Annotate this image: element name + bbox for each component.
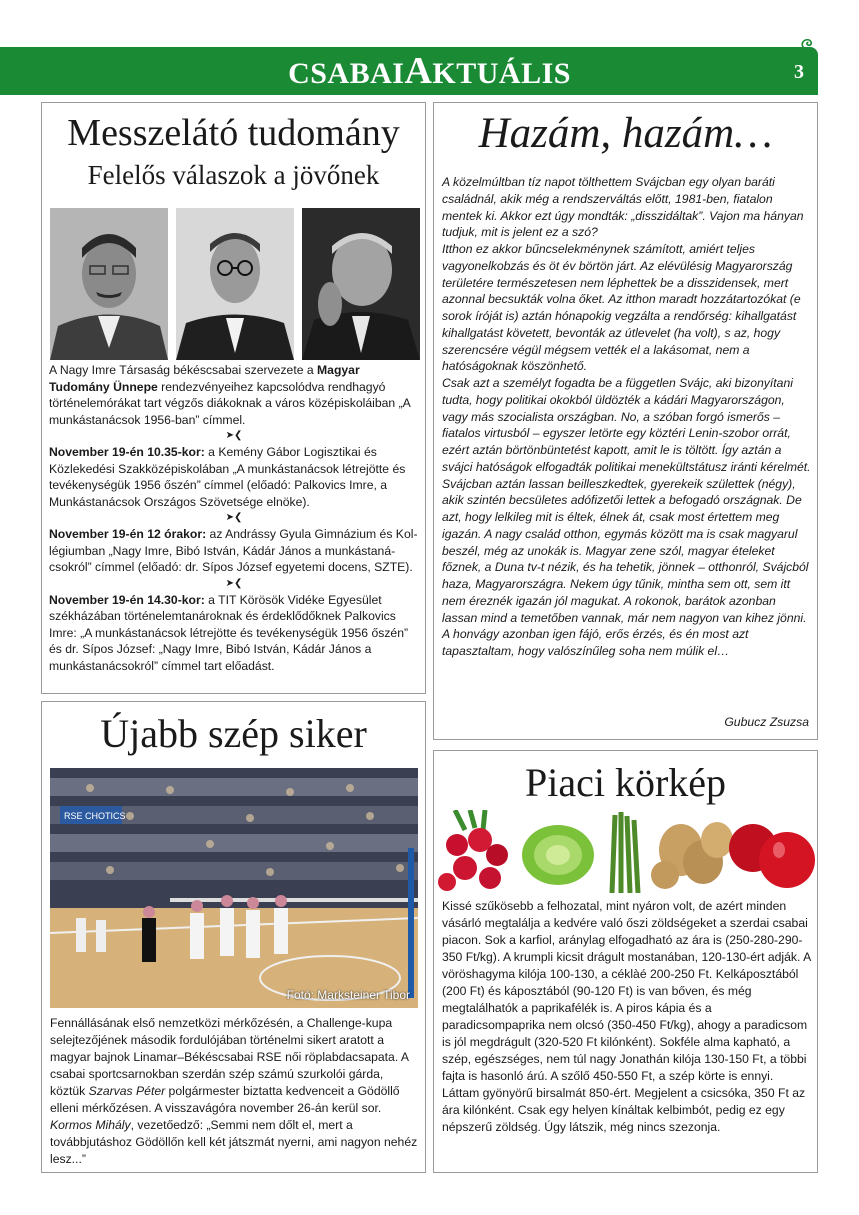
vegetables-photo — [435, 810, 816, 893]
paragraph: Csak azt a személyt fogadta be a független Svájc, aki bizonyítani tudta, hogy politikai okokból üldözték a kádári Magyarországon, vagy más szocialista országban. No, a szóban forgó ismerős – fiatalos virtusból – egyszer letörte egy köztéri Lenin-szobor orrát, ezért aztán börtönbüntetést kapott, amit le is töltött. Így aztán a svájci hatóságok elfogadták politikai menekültstátusz iránti kérelmét. — [442, 376, 811, 474]
article-volleyball — [41, 701, 426, 1173]
separator-ornament-icon: ➤❮ — [225, 430, 243, 441]
paragraph: Itthon ez akkor bűncselekménynek számított, amiért teljes vagyonelkobzás és öt év börtön járt. Az elévülésig Magyarország területére természetesen nem léphettek be a disszidensek, mert azonnal becsukták volna őket. Az itthon maradt hozzátartozókat (e sorok íróját is) aztán hónapokig vegzálta a rendőrség: kihallgatást kihallgatást követett, bevonták az útlevelet (ha volt), s az, hogy szerencsére végül mégsem vették el a lakásomat, nem a hatóságoknak köszönhető. — [442, 242, 801, 374]
paragraph: Fennállásának első nemzetközi mérkőzésén, a Challenge-kupa selejtezőjének második fordulójában történelmi sikert aratott a magyar bajnok Linamar–Békéscsabai RSE női röplabdacsapata. A csabai sportcsarnokban szerdán szép számú szurkolói gárda, köztük Szarvas Péter polgármester biztatta kedvenceit a Gödöllő elleni mérkőzésen. A visszavágóra november 26-án kerül sor. Kormos Mihály, vezetőedző: „Semmi nem dőlt el, mert a továbbjutáshoz Gödöllőn kell két játszmát nyerni, ami nagyon nehéz lesz...” — [50, 1016, 418, 1166]
article-body — [442, 898, 811, 1136]
article-body — [442, 174, 811, 660]
article-body — [49, 362, 419, 674]
author-signature: Gubucz Zsuzsa — [724, 715, 809, 729]
separator-ornament-icon: ➤❮ — [225, 512, 243, 523]
article-title: Újabb szép siker — [100, 711, 367, 756]
portrait-photo-3 — [302, 208, 420, 360]
article-intro: A Nagy Imre Társaság békéscsabai szervezete a Magyar Tudomány Ünnepe rendezvényeihez kapcsolódva rendhagyó történelemórákat tart végzős diákoknak a város középiskoláiban „A munkástanácsok 1956-ban” címmel. — [49, 363, 411, 427]
portrait-photo-1 — [50, 208, 168, 360]
event-item: November 19-én 14.30-kor: a TIT Körösök Vidéke Egyesület székházában történelemtanároknak és érdeklődőknek Palkovics Imre: „A munkástanácsok létrejötte és tevékenységük 1956 őszén” és dr. Sípos József: „Nagy Imre, Bibó István, Kádár János a munkástanácsokról” címmel tart előadást. — [49, 592, 409, 673]
article-title: Messzelátó tudomány — [67, 112, 400, 154]
article-science-day — [41, 102, 426, 694]
event-item: November 19-én 12 órakor: az Andrássy Gyula Gimnázium és Kollégiumban „Nagy Imre, Bibó István, Kádár János a munkástanácsokról” címmel (előadó: dr. Sípos József egyetemi docens, SZTE). — [49, 527, 418, 574]
separator-ornament-icon: ➤❮ — [225, 577, 243, 589]
article-title: Piaci körkép — [524, 760, 727, 805]
article-subtitle: Felelős válaszok a jövőnek — [87, 160, 380, 190]
portrait-photo-2 — [176, 208, 294, 360]
article-title: Hazám, hazám… — [478, 110, 773, 157]
svg-text:RSE CHOTICS: RSE CHOTICS — [64, 811, 126, 821]
event-item: November 19-én 10.35-kor: a Kemény Gábor Logisztikai és Közlekedési Szakközépiskolában „A munkástanácsok létrejötte és tevékenységük 1956 őszén” címmel (előadó: Palkovics Imre, a Munkástanácsok Országos Szövetsége elnöke). — [49, 445, 406, 509]
volleyball-photo — [50, 768, 418, 1008]
paragraph: Svájcban aztán lassan beilleszkedtek, gyerekeik születtek (négy), akik szintén becsületes adófizetői lettek a befogadó országnak. De azt, hogy lelkileg mit is éltek, élnek át, csak most értettem meg igazán. A nagy család otthon, egymás között ma is csak magyarul beszél, még az unokák is. Magyar zene szól, magyar ételeket főznek, a Duna tv-t nézik, és ha tehetik, jönnek – otthonról, Svájcból haza, Magyarországra. Nekem úgy tűnik, mintha sem ott, sem itt nem éreznék igazán jól magukat. A rokonok, barátok azonban lassan mind a temetőben vannak, már nem nagyon van kihez jönni. A honvágy azonban igen fájó, erős érzés, és én most azt tapasztaltam, hogy valószínűleg soha nem múlik el… — [442, 476, 809, 658]
article-homeland — [433, 102, 818, 740]
article-body — [50, 1015, 419, 1168]
masthead-title: CSABAIAKTUÁLIS — [288, 50, 571, 92]
paragraph: A közelmúltban tíz napot tölthettem Svájcban egy olyan baráti családnál, akik még a rendszerváltás előtt, 1981-ben, fiatalon mentek ki. Akkor ezt úgy mondták: „disszidáltak”. Vajon ma hányan tudjuk, mit is jelent ez a szó? — [442, 175, 804, 240]
article-market — [433, 750, 818, 1173]
paragraph: Kissé szűkösebb a felhozatal, mint nyáron volt, de azért minden vásárló megtalálja a kedvére való őszi zöldségeket a szerdai csabai piacon. Sok a karfiol, aránylag elfogadható az ára is (250-280-290-350 Ft/kg). A krumpli kicsit drágult mostanában, 120-130-ért adják. A vöröshagyma kilója 100-130, a céklàé 200-250 Ft. Kelkáposztából (200 Ft) és káposztából (90-120 Ft) is van bőven, és még megtalálhatók a paprikafélék is. A piros kápia és a paradicsompaprika nem olcsó (350-450 Ft/kg), ahogy a paradicsom is jól megdrágult (320-520 Ft kilónként). Sokféle alma kapható, a szép, egészséges, nem túl nagy Jonathán kilója 130-150 Ft, a többi fajta is hasonló árú. A szőlő 450-550 Ft, a szép körte is ennyi. Láttam gyönyörű birsalmát 850-ért. Megjelent a csicsóka, 350 Ft az ára kilónként. Csak egy helyen kínáltak kelbimbót, pedig ez egy népszerű zöldség. Úgy látszik, még nincs szezonja. — [442, 899, 811, 1134]
page-number: 3 — [794, 61, 804, 83]
photo-credit: Fotó: Marksteiner Tibor — [286, 988, 410, 1002]
